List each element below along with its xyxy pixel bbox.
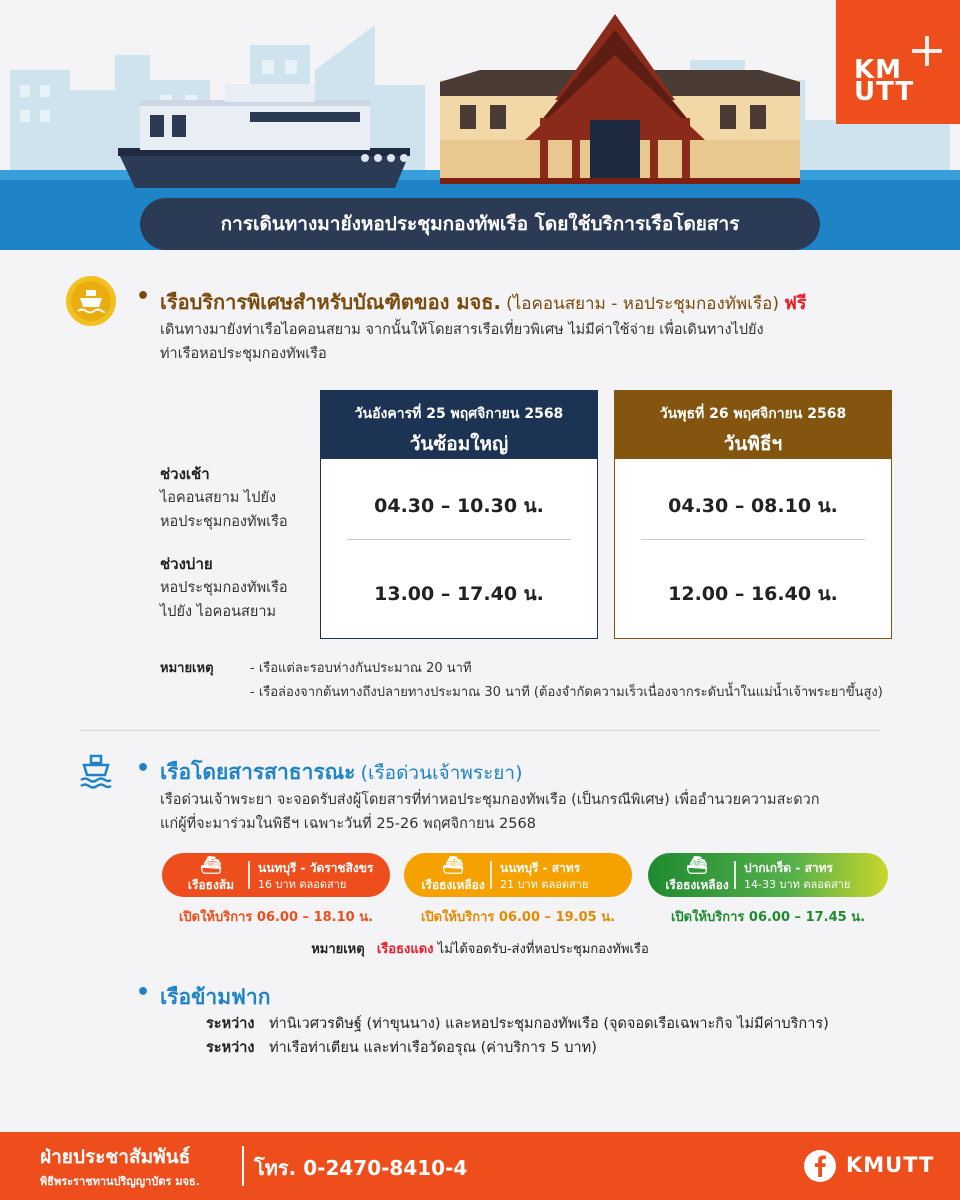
note-item: - เรือแต่ละรอบห่างกันประมาณ 20 นาที: [250, 661, 472, 676]
divider: [641, 539, 865, 540]
red-flag-name: เรือธงแดง: [376, 942, 434, 957]
page-title: การเดินทางมายังหอประชุมกองทัพเรือ โดยใช้บริการเรือโดยสาร: [140, 198, 820, 250]
ferry-route-label: ระหว่าง: [206, 1016, 255, 1032]
schedule-column-ceremony: [614, 390, 892, 639]
rehearsal-header: [321, 391, 597, 459]
schedule-column-rehearsal: [320, 390, 598, 639]
kmutt-logo: [836, 0, 960, 124]
footer-divider: [242, 1146, 244, 1186]
bullet: •: [136, 980, 151, 1005]
ferry-route-row: [206, 1036, 829, 1060]
section2-desc-line1: เรือด่วนเจ้าพระยา จะจอดรับส่งผู้โดยสารที่ท่าหอประชุมกองทัพเรือ (เป็นกรณีพิเศษ) เพื่ออำนวยความสะดวก: [160, 792, 820, 808]
yellow-flag-badge: [418, 856, 488, 895]
section2-note: [0, 938, 960, 959]
orange-flag-hours: เปิดให้บริการ 06.00 – 18.10 น.: [178, 910, 374, 925]
section2-sub: (เรือด่วนเจ้าพระยา): [360, 762, 523, 784]
section1-route: (ไอคอนสยาม - หอประชุมกองทัพเรือ): [506, 294, 779, 314]
morning-label: [160, 462, 288, 534]
green-yellow-flag-line: [648, 853, 888, 897]
section2-title-line: [160, 756, 523, 789]
ferry-route-row: [206, 1012, 829, 1036]
ferry-icon: [76, 750, 116, 790]
green-yellow-flag-hours: เปิดให้บริการ 06.00 – 17.45 น.: [670, 910, 866, 925]
ferry-route-text: ท่านิเวศวรดิษฐ์ (ท่าขุนนาง) และหอประชุมกองทัพเรือ (จุดจอดเรือเฉพาะกิจ ไม่มีค่าบริการ): [269, 1016, 829, 1032]
section1-notes: [250, 657, 883, 705]
orange-flag-route: นนทบุรี - วัดราชสิงขร: [258, 861, 374, 875]
ceremony-morning-time: 04.30 – 08.10 น.: [668, 495, 838, 517]
footer-phone: โทร. 0-2470-8410-4: [254, 1156, 468, 1180]
section2-desc-line2: แก่ผู้ที่จะมาร่วมในพิธีฯ เฉพาะวันที่ 25-26 พฤศจิกายน 2568: [160, 816, 536, 832]
section1-title-line: [160, 286, 806, 318]
footer: [0, 1132, 960, 1200]
facebook-icon[interactable]: [804, 1150, 836, 1182]
ferry-routes: [206, 1012, 829, 1060]
boat-icon: ⛴: [686, 856, 708, 876]
logo-text-top: KM: [854, 55, 903, 85]
green-yellow-flag-price: 14-33 บาท ตลอดสาย: [744, 878, 851, 891]
special-boat-badge: [66, 276, 116, 326]
section1-note-label: หมายเหตุ: [160, 661, 214, 676]
morning-route-line1: ไอคอนสยาม ไปยัง: [160, 490, 277, 506]
rehearsal-afternoon-time: 13.00 – 17.40 น.: [374, 583, 544, 605]
orange-flag-name: เรือธงส้ม: [187, 878, 235, 892]
logo-text-bottom: UTT: [854, 77, 915, 107]
ceremony-afternoon-time: 12.00 – 16.40 น.: [668, 583, 838, 605]
morning-route-line2: หอประชุมกองทัพเรือ: [160, 514, 288, 530]
green-yellow-flag-badge: [662, 856, 732, 895]
ferry-route-label: ระหว่าง: [206, 1040, 255, 1056]
note-item: - เรือล่องจากต้นทางถึงปลายทางประมาณ 30 นาที (ต้องจำกัดความเร็วเนื่องจากระดับน้ำในแม่น้ำเจ้าพระยาขึ้นสูง): [250, 685, 883, 700]
rehearsal-morning-time: 04.30 – 10.30 น.: [374, 495, 544, 517]
yellow-flag-hours: เปิดให้บริการ 06.00 – 19.05 น.: [420, 910, 616, 925]
ceremony-date: วันพุธที่ 26 พฤศจิกายน 2568: [659, 406, 847, 422]
ferry-route-text: ท่าเรือท่าเตียน และท่าเรือวัดอรุณ (ค่าบริการ 5 บาท): [269, 1040, 597, 1056]
afternoon-title: ช่วงบ่าย: [160, 555, 213, 573]
rehearsal-date: วันอังคารที่ 25 พฤศจิกายน 2568: [354, 406, 564, 422]
footer-event: พิธีพระราชทานปริญญาบัตร มจธ.: [40, 1175, 200, 1188]
bullet: •: [136, 284, 151, 309]
free-badge: ฟรี: [784, 293, 807, 314]
yellow-flag-price: 21 บาท ตลอดสาย: [500, 878, 589, 891]
divider: [734, 861, 736, 889]
green-yellow-flag-name: เรือธงเหลือง: [665, 878, 729, 892]
boat-icon: ⛴: [442, 856, 464, 876]
section2-description: [160, 788, 890, 836]
section2-note-text: ไม่ได้จอดรับ-ส่งที่หอประชุมกองทัพเรือ: [437, 942, 649, 957]
afternoon-label: [160, 552, 288, 624]
facebook-page-name[interactable]: KMUTT: [846, 1153, 935, 1177]
orange-flag-badge: [176, 856, 246, 895]
divider: [248, 861, 250, 889]
orange-flag-line: [162, 853, 390, 897]
section3-heading: เรือข้ามฟาก: [160, 985, 271, 1009]
ship-icon: [66, 276, 116, 326]
section1-description: [160, 318, 880, 366]
ceremony-name: วันพิธีฯ: [723, 433, 783, 455]
section1-desc-line2: ท่าเรือหอประชุมกองทัพเรือ: [160, 346, 327, 362]
section2-note-label: หมายเหตุ: [311, 942, 365, 957]
boat-icon: ⛴: [200, 856, 222, 876]
afternoon-route-line1: หอประชุมกองทัพเรือ: [160, 580, 288, 596]
section2-heading: เรือโดยสารสาธารณะ: [160, 760, 356, 784]
yellow-flag-route: นนทบุรี - สาทร: [500, 861, 581, 875]
orange-flag-price: 16 บาท ตลอดสาย: [258, 878, 347, 891]
sparkle-icon: [912, 36, 942, 66]
green-yellow-flag-route: ปากเกร็ด - สาทร: [744, 861, 833, 875]
yellow-flag-line: [404, 853, 632, 897]
ceremony-header: [615, 391, 891, 459]
footer-department: ฝ่ายประชาสัมพันธ์: [40, 1146, 191, 1168]
morning-title: ช่วงเช้า: [160, 465, 210, 483]
section1-heading: เรือบริการพิเศษสำหรับบัณฑิตของ มจธ.: [160, 290, 502, 314]
divider: [347, 539, 571, 540]
section1-desc-line1: เดินทางมายังท่าเรือไอคอนสยาม จากนั้นให้โดยสารเรือเที่ยวพิเศษ ไม่มีค่าใช้จ่าย เพื่อเดินทางไปยัง: [160, 322, 764, 338]
section-divider: [80, 730, 880, 731]
bullet: •: [136, 756, 151, 781]
yellow-flag-name: เรือธงเหลือง: [421, 878, 485, 892]
rehearsal-name: วันซ้อมใหญ่: [409, 433, 509, 455]
afternoon-route-line2: ไปยัง ไอคอนสยาม: [160, 604, 277, 620]
divider: [490, 861, 492, 889]
